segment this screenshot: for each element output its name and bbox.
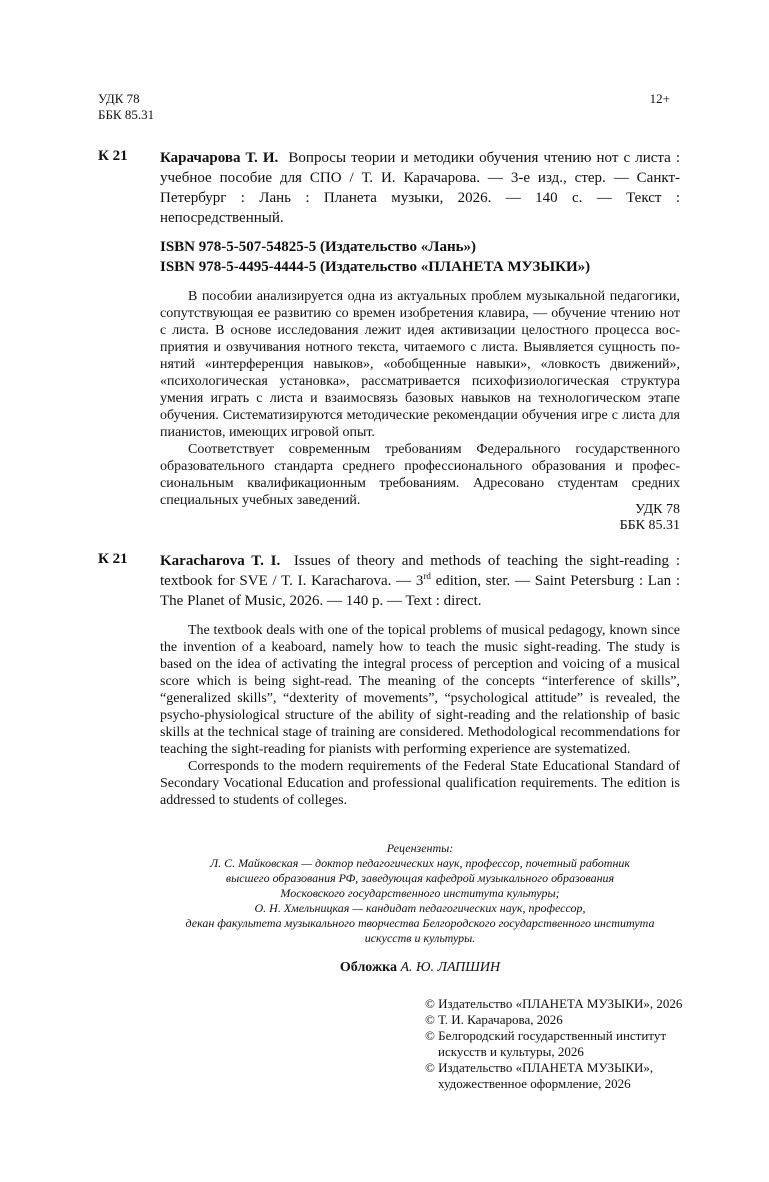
ru-isbn-block <box>160 237 720 277</box>
cover-credit <box>120 960 720 976</box>
reviewer-line: О. Н. Хмельницкая — кандидат педагогических наук, профессор, <box>254 901 586 915</box>
ru-entry-body <box>160 148 680 228</box>
reviewers-title: Рецензенты: <box>386 841 454 855</box>
en-annotation-p1: The textbook deals with one of the topical problems of musical pedagogy, known since the invention of a keaboard, namely how to teach the music sight-reading. The study is based on the idea of activating the integral process of perception and voicing of a musical score which is being sight-read. The meaning of the concepts “interference of skills”, “generalized skills”, “dexterity of movements”, “psychological attitude” is revealed, the psycho-physiological structure of the ability of sight-reading and the relationship of basic skills at the technical stage of training are considered. Methodological recommendations for teaching the sight-reading for pianists with performing experience are systematized. <box>160 623 680 757</box>
reviewer-line: Л. С. Майковская — доктор педагогических наук, профессор, почетный работник <box>209 856 631 870</box>
copyright-line: © Белгородский государственный институт искусств и культуры, 2026 <box>425 1028 666 1059</box>
ru-annotation-p2: Соответствует современным требованиям Федерального государственного образовательного стандарта среднего профессионального образования и профессиональным квалификационным требованиям. Адресовано студентам средних специальных учебных заведений. <box>160 442 680 508</box>
reviewer-line: искусств и культуры. <box>364 931 476 945</box>
en-entry-body <box>160 551 680 611</box>
ru-annotation-p1: В пособии анализируется одна из актуальных проблем музыкальной педагогики, сопутствующая ее развитию со времен изобретения клавира, — обучение чтению нот с листа. В основе исследования лежит идея активизации целостного процесса восприятия и озвучивания нотного текста, читаемого с листа. Выявляется сущность понятий «интерференция навыков», «обобщенные навыки», «ловкость движений», «психологическая установка», рассматривается психофизиологическая структура умения играть с листа и взаимосвязь базовых навыков на технологическом этапе обучения. Систематизируются методические рекомендации обучения игре с листа для пианистов, имеющих игровой опыт. <box>160 289 680 440</box>
ru-isbn-lan: ISBN 978-5-507-54825-5 (Издательство «Лань») <box>160 239 477 255</box>
ru-classification <box>480 502 680 534</box>
copyright-line: © Издательство «ПЛАНЕТА МУЗЫКИ», художественное оформление, 2026 <box>425 1060 654 1091</box>
reviewer-line: декан факультета музыкального творчества Белгородского государственного института <box>185 916 655 930</box>
header-bbk: ББК 85.31 <box>98 107 155 122</box>
en-annotation-p2: Corresponds to the modern requirements of the Federal State Educational Standard of Secondary Vocational Education and professional qualification requirements. The edition is addressed to students of colleges. <box>160 759 680 808</box>
ru-udk: УДК 78 <box>635 502 680 517</box>
header-classification <box>98 91 154 123</box>
en-entry-code: К 21 <box>98 551 128 567</box>
en-entry-text-1: Issues of theory and methods of teaching the sight-reading : textbook for SVE / T. I. Karacharova. — 3 <box>160 553 681 589</box>
header-udk: УДК 78 <box>98 91 140 106</box>
reviewer-line: высшего образования РФ, заведующая кафедрой музыкального образования <box>225 871 615 885</box>
en-entry-sup: rd <box>423 571 431 581</box>
reviewer-line: Московского государственного института культуры; <box>280 886 560 900</box>
age-rating: 12+ <box>649 91 670 106</box>
ru-bbk: ББК 85.31 <box>619 518 680 533</box>
cover-name: А. Ю. ЛАПШИН <box>400 960 501 975</box>
copyright-line: © Издательство «ПЛАНЕТА МУЗЫКИ», 2026 <box>425 996 683 1011</box>
ru-isbn-planeta: ISBN 978-5-4495-4444-5 (Издательство «ПЛАНЕТА МУЗЫКИ») <box>160 259 591 275</box>
ru-annotation <box>160 288 680 509</box>
reviewers-block <box>120 841 720 946</box>
en-annotation <box>160 622 680 809</box>
ru-entry-text: Вопросы теории и методики обучения чтению нот с листа : учебное пособие для СПО / Т. И. Карачарова. — 3-е изд., стер. — Санкт-Петербург : Лань : Планета музыки, 2026. — 140 с. — Текст : непосредственный. <box>160 150 681 226</box>
en-entry-author: Karacharova T. I. <box>160 553 281 569</box>
copyright-block <box>425 996 695 1092</box>
ru-entry-code: К 21 <box>98 148 128 164</box>
cover-label: Обложка <box>339 960 397 975</box>
ru-entry-author: Карачарова Т. И. <box>160 150 279 166</box>
copyright-line: © Т. И. Карачарова, 2026 <box>425 1012 563 1027</box>
en-entry-text-2: edition, ster. — Saint Petersburg : Lan : The Planet of Music, 2026. — 140 p. — Text : direct. <box>160 573 680 609</box>
